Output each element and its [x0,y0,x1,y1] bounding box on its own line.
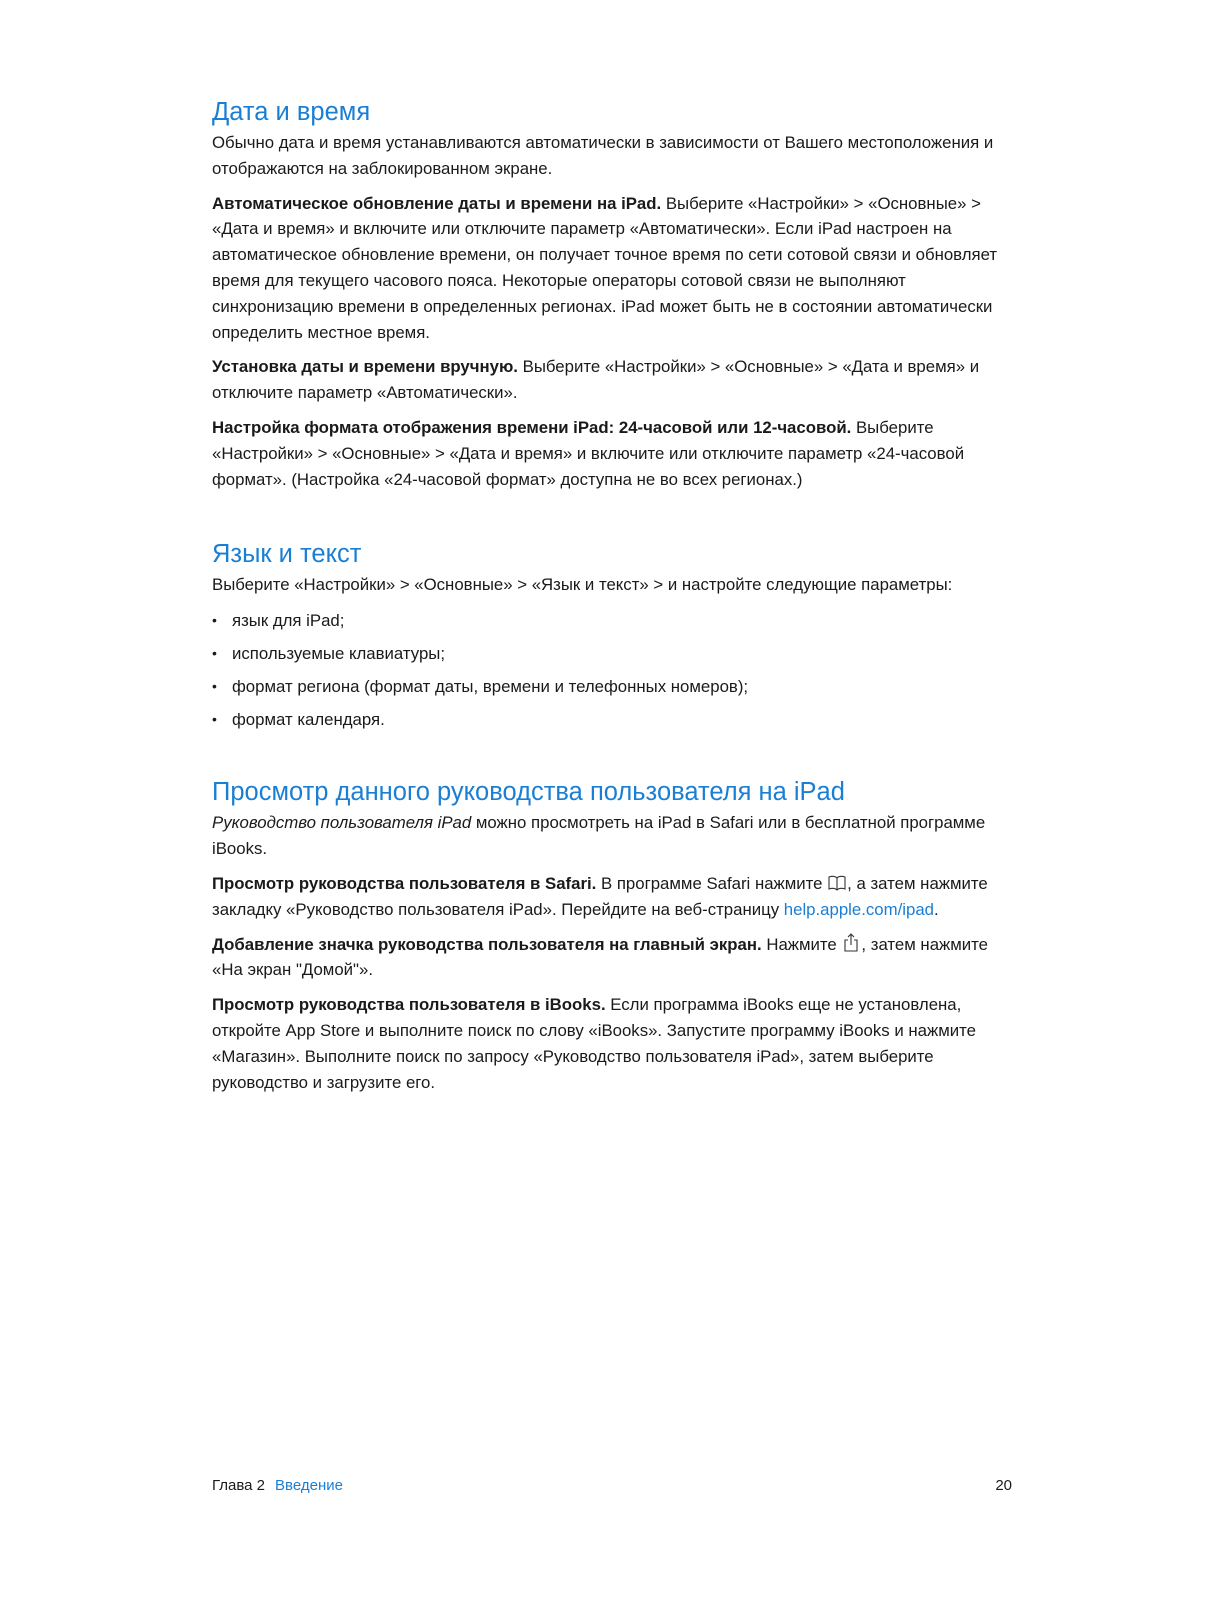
paragraph-ibooks [212,992,1012,1095]
paragraph-body: Выберите «Настройки» > «Основные» > «Дата и время» и отключите параметр «Автоматически». [212,357,980,403]
guide-title-italic: Руководство пользователя iPad [212,813,472,833]
paragraph-manual [212,354,1012,406]
paragraph-lead: Установка даты и времени вручную. [212,357,518,377]
list-item-text: формат календаря. [232,709,385,729]
bullet: • [212,612,217,629]
help-link[interactable]: help.apple.com/ipad [783,899,934,919]
paragraph-intro [212,810,1012,862]
paragraph-lead: Просмотр руководства пользователя в iBooks. [212,995,606,1015]
paragraph-body: можно просмотреть на iPad в Safari или в бесплатной программе iBooks. [212,813,986,859]
section-user-guide [212,776,1012,1095]
document-page [212,92,1012,1095]
bullet-list [212,608,1012,732]
paragraph-lead: Просмотр руководства пользователя в Safari. [212,873,597,893]
paragraph-body: Если программа iBooks еще не установлена, откройте App Store и выполните поиск по слову «iBooks». Запустите программу iBooks и нажмите «Магазин». Выполните поиск по запросу «Руководство пользователя iPad», затем выберите руководство и загрузите его. [212,995,976,1092]
bullet: • [212,644,217,661]
paragraph-intro: Обычно дата и время устанавливаются автоматически в зависимости от Вашего местоположения и отображаются на заблокированном экране. [212,133,994,178]
paragraph-body: Выберите «Настройки» > «Основные» > «Дата и время» и включите или отключите параметр «24-часовой формат». (Настройка «24-часовой формат» доступна не во всех регионах.) [212,417,965,489]
page-number: 20 [995,1477,1012,1494]
paragraph-lead: Настройка формата отображения времени iPad: 24-часовой или 12-часовой. [212,417,852,437]
list-item [212,641,1012,667]
share-icon [842,933,860,951]
paragraph-body: В программе Safari нажмите [596,873,828,893]
chapter-name: Введение [275,1477,343,1494]
paragraph-body: , а затем нажмите закладку «Руководство пользователя iPad». Перейдите на веб-страницу [212,873,988,919]
section-title-language: Язык и текст [212,540,362,569]
chapter-label: Глава 2 [212,1477,266,1494]
paragraph-end: . [934,899,939,919]
paragraph-format [212,415,1012,492]
paragraph-body: Нажмите [761,934,842,954]
paragraph-safari [212,871,1012,923]
list-item [212,674,1012,700]
paragraph-body: , затем нажмите «На экран "Домой"». [212,934,989,980]
bullet: • [212,710,217,727]
section-title-date-time: Дата и время [212,98,371,126]
paragraph-home-screen [212,932,1012,984]
paragraph-lead: Добавление значка руководства пользователя на главный экран. [212,934,762,954]
list-item-text: используемые клавиатуры; [232,643,446,663]
paragraph-auto-update [212,191,1012,346]
list-item [212,608,1012,634]
section-date-time [212,96,1012,492]
paragraph-lead: Автоматическое обновление даты и времени на iPad. [212,193,662,213]
list-item-text: язык для iPad; [232,611,345,631]
page-footer [212,1476,1012,1496]
list-item [212,707,1012,733]
bullet: • [212,677,217,694]
section-language [212,538,1012,732]
bookmarks-icon [828,874,846,892]
paragraph-body: Выберите «Настройки» > «Основные» > «Дата и время» и включите или отключите параметр «Автоматически». Если iPad настроен на автоматическое обновление времени, он получает точное время по сети сотовой связи и обновляет время для текущего часового пояса. Некоторые операторы сотовой связи не выполняют синхронизацию времени в определенных регионах. iPad может быть не в состоянии автоматически определить местное время. [212,193,998,342]
paragraph-intro: Выберите «Настройки» > «Основные» > «Язык и текст» > и настройте следующие параметры: [212,575,953,595]
section-title-user-guide: Просмотр данного руководства пользователя на iPad [212,778,845,807]
list-item-text: формат региона (формат даты, времени и телефонных номеров); [232,676,749,696]
